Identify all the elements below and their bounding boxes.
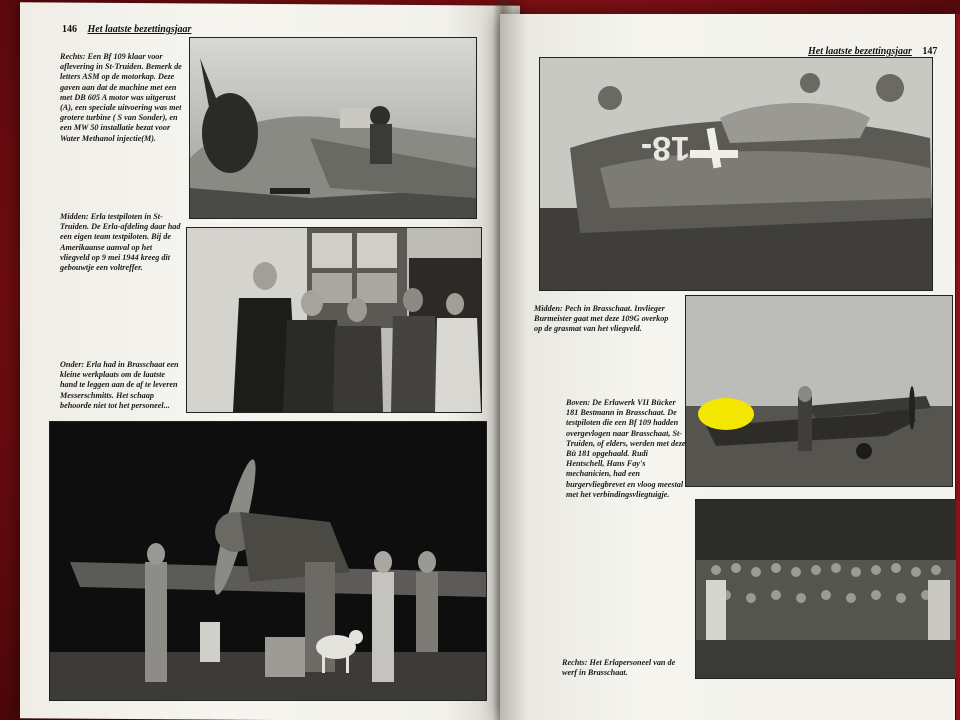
right-page-header — [808, 46, 945, 57]
left-caption-right: Rechts: Een Bf 109 klaar voor aflevering in St-Truiden. Bemerk de letters ASM op de motorkap. Deze gaven aan dat de machine met een met DB 605 A motor was uitgerust (A), een speciale uitvoering was met grotere turbine ( S van Sonder), en een MW 50 installatie bezat voor Water Methanol injectie(M). — [60, 52, 182, 143]
left-page-number: 146 — [62, 24, 77, 35]
svg-text:18-: 18- — [640, 129, 690, 167]
right-caption-middle: Midden: Pech in Brasschaat. Invlieger Burmeister gaat met deze 109G overkop op de grasmat van het vliegveld. — [534, 304, 669, 334]
photo-bucker-181 — [686, 296, 952, 486]
photo-erla-personnel — [696, 500, 958, 678]
left-caption-bottom: Onder: Erla had in Brasschaat een kleine werkplaats om de laatste hand te leggen aan de af te leveren Messerschmitts. Het schaap behoorde niet tot het personeel... — [60, 360, 179, 410]
right-caption-bottom: Rechts: Het Erlapersoneel van de werf in Brasschaat. — [562, 658, 676, 678]
photo-test-pilots — [187, 228, 481, 412]
right-running-title: Het laatste bezettingsjaar — [808, 46, 912, 57]
right-page-edge — [956, 14, 960, 720]
right-page-number: 147 — [922, 46, 938, 57]
photo-bf109-cockpit — [190, 38, 476, 218]
left-running-title: Het laatste bezettingsjaar — [87, 24, 192, 35]
left-caption-middle: Midden: Erla testpiloten in St-Truiden. De Erla-afdeling daar had een eigen team testpiloten. Bij de Amerikaanse aanval op het vliegveld op 9 mei 1944 kreeg dit gebouwtje een voltreffer. — [60, 212, 181, 273]
right-caption-top: Boven: De Erlawerk VII Bücker 181 Bestmann in Brasschaat. De testpiloten die een Bf 109 hadden overgevlogen naar Brasschaat, St-Truiden, of elders, werden met deze Bü 181 opgehaald. Rudi Hentschell, Hans Fay's mechanicien, had een burgervliegbrevet en vloog meestal met het verbindingsvliegtuigje. — [566, 398, 686, 499]
photo-night-workshop — [50, 422, 486, 700]
left-page-header — [62, 24, 191, 35]
photo-overturned-109g — [540, 58, 932, 290]
